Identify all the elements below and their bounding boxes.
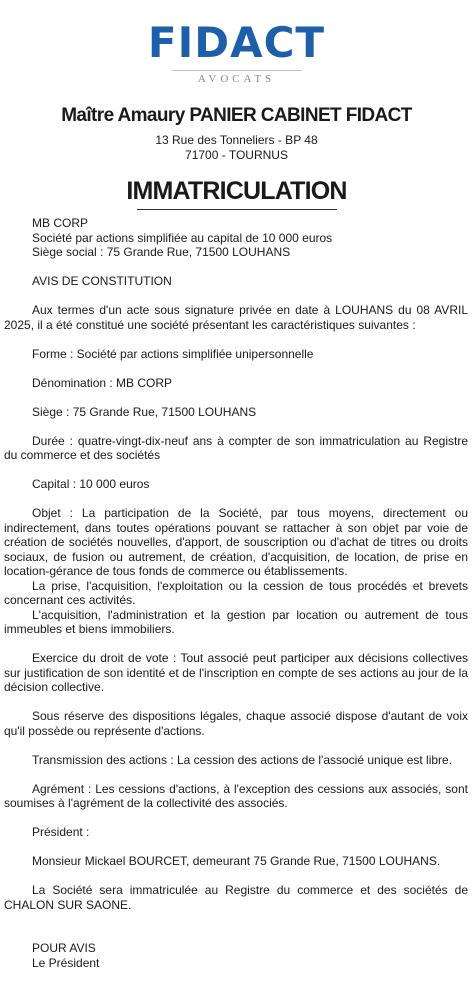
capital-paragraph: Capital : 10 000 euros [32,477,150,491]
objet-paragraph: Objet : La participation de la Société, par tous moyens, directement ou indirectement, dans toutes opérations pouvant se rattacher à son objet par voie de création de sociétés nouvelles, d'apport, de souscription ou d'achat de titres ou droits sociaux, de fusion ou autrement, de création, d'acquisition, de location, de prise en location-gérance de tous fonds de commerce ou établissements. [4,506,468,578]
logo-tagline: AVOCATS [197,73,276,85]
signature-line: Le Président [32,955,100,970]
avis-title: AVIS DE CONSTITUTION [32,274,172,288]
signature-line: POUR AVIS [32,941,96,955]
transmission-paragraph: Transmission des actions : La cession des actions de l'associé unique est libre. [32,752,453,767]
firm-name: Maître Amaury PANIER CABINET FIDACT [61,105,412,126]
rcs-paragraph: La Société sera immatriculée au Registre du commerce et des sociétés de CHALON SUR SAONE. [4,883,468,912]
denomination-paragraph: Dénomination : MB CORP [32,375,173,390]
company-name: MB CORP [32,216,89,230]
notice-body [4,216,469,970]
vote-paragraph: Exercice du droit de vote : Tout associé peut participer aux décisions collectives sur justification de son identité et de l'inscription en compte de ses actions au jour de la décision collective. [4,651,468,694]
signature-block [4,941,468,970]
objet-paragraph-3: L'acquisition, l'administration et la gestion par location ou autrement de tous immeubles et biens immobiliers. [4,607,468,636]
company-block [4,216,468,260]
reserve-paragraph: Sous réserve des dispositions légales, chaque associé dispose d'autant de voix qu'il possède ou représente d'actions. [4,709,468,738]
heading-rule [137,209,337,210]
duree-paragraph: Durée : quatre-vingt-dix-neuf ans à compter de son immatriculation au Registre du commerce et des sociétés [4,433,468,462]
objet-paragraph-2: La prise, l'acquisition, l'exploitation ou la cession de tous procédés et brevets concernant ces activités. [4,578,468,607]
president-label: Président : [32,825,90,839]
forme-paragraph: Forme : Société par actions simplifiée unipersonnelle [32,346,314,361]
fidact-logo [4,0,469,85]
intro-paragraph: Aux termes d'un acte sous signature privée en date à LOUHANS du 08 AVRIL 2025, il a été constitué une société présentant les caractéristiques suivantes : [4,303,468,332]
firm-address [4,133,469,163]
logo-wordmark: FIDACT [147,18,326,67]
siege-paragraph: Siège : 75 Grande Rue, 71500 LOUHANS [32,404,257,419]
company-seat: Siège social : 75 Grande Rue, 71500 LOUHANS [32,245,291,259]
president-paragraph: Monsieur Mickael BOURCET, demeurant 75 Grande Rue, 71500 LOUHANS. [32,854,441,868]
company-form: Société par actions simplifiée au capital de 10 000 euros [32,230,333,245]
address-line: 71700 - TOURNUS [185,148,288,162]
agrement-paragraph: Agrément : Les cessions d'actions, à l'exception des cessions aux associés, sont soumises à l'agrément de la collectivité des associés. [4,781,468,810]
notice-heading: IMMATRICULATION [126,177,347,205]
address-line: 13 Rue des Tonneliers - BP 48 [155,133,318,147]
logo-divider [172,70,302,71]
